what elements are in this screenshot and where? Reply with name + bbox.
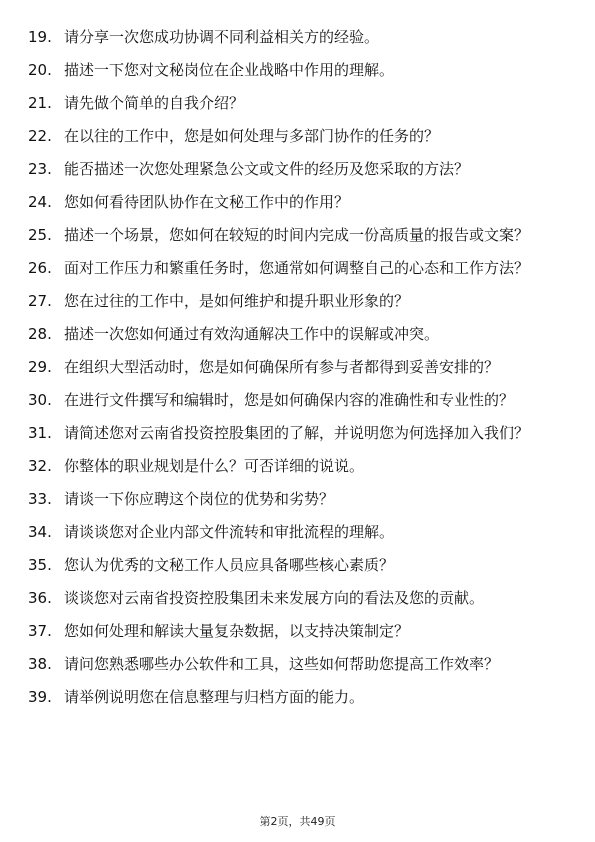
question-item	[0, 455, 595, 477]
question-text: 描述一个场景，您如何在较短的时间内完成一份高质量的报告或文案？	[64, 226, 530, 244]
question-text: 您在过往的工作中，是如何维护和提升职业形象的？	[64, 292, 410, 310]
question-text: 在以往的工作中，您是如何处理与多部门协作的任务的？	[64, 127, 440, 145]
question-number: 38.	[28, 655, 52, 673]
question-number: 35.	[28, 556, 52, 574]
question-text: 能否描述一次您处理紧急公文或文件的经历及您采取的方法？	[64, 160, 470, 178]
question-number: 33.	[28, 490, 52, 508]
question-text: 描述一下您对文秘岗位在企业战略中作用的理解。	[64, 61, 395, 79]
question-item	[0, 224, 595, 246]
question-text: 您认为优秀的文秘工作人员应具备哪些核心素质？	[64, 556, 395, 574]
question-text: 在组织大型活动时，您是如何确保所有参与者都得到妥善安排的？	[64, 358, 500, 376]
question-item	[0, 257, 595, 279]
question-number: 39.	[28, 688, 52, 706]
question-text: 请谈谈您对企业内部文件流转和审批流程的理解。	[64, 523, 395, 541]
question-text: 您如何看待团队协作在文秘工作中的作用？	[64, 193, 350, 211]
question-number: 28.	[28, 325, 52, 343]
question-item	[0, 422, 595, 444]
question-number: 34.	[28, 523, 52, 541]
page-footer	[0, 813, 595, 829]
question-item	[0, 488, 595, 510]
question-item	[0, 26, 595, 48]
question-list	[0, 26, 595, 719]
question-number: 20.	[28, 61, 52, 79]
question-number: 23.	[28, 160, 52, 178]
question-number: 25.	[28, 226, 52, 244]
question-number: 30.	[28, 391, 52, 409]
question-item	[0, 290, 595, 312]
question-number: 29.	[28, 358, 52, 376]
question-text: 请简述您对云南省投资控股集团的了解，并说明您为何选择加入我们？	[64, 424, 530, 442]
question-item	[0, 323, 595, 345]
question-text: 请先做个简单的自我介绍？	[64, 94, 245, 112]
question-text: 你整体的职业规划是什么？可否详细的说说。	[64, 457, 365, 475]
question-text: 谈谈您对云南省投资控股集团未来发展方向的看法及您的贡献。	[64, 589, 485, 607]
question-number: 26.	[28, 259, 52, 277]
question-item	[0, 554, 595, 576]
question-item	[0, 389, 595, 411]
question-number: 19.	[28, 28, 52, 46]
question-text: 请举例说明您在信息整理与归档方面的能力。	[64, 688, 365, 706]
question-number: 31.	[28, 424, 52, 442]
question-number: 32.	[28, 457, 52, 475]
question-item	[0, 587, 595, 609]
question-item	[0, 686, 595, 708]
question-item	[0, 653, 595, 675]
question-number: 36.	[28, 589, 52, 607]
question-item	[0, 356, 595, 378]
question-number: 27.	[28, 292, 52, 310]
question-text: 描述一次您如何通过有效沟通解决工作中的误解或冲突。	[64, 325, 440, 343]
page-number: 第2页，共49页	[259, 815, 336, 828]
question-text: 请问您熟悉哪些办公软件和工具，这些如何帮助您提高工作效率？	[64, 655, 500, 673]
question-number: 24.	[28, 193, 52, 211]
question-text: 您如何处理和解读大量复杂数据，以支持决策制定？	[64, 622, 410, 640]
question-number: 22.	[28, 127, 52, 145]
question-item	[0, 158, 595, 180]
question-item	[0, 620, 595, 642]
question-number: 37.	[28, 622, 52, 640]
question-item	[0, 191, 595, 213]
question-text: 请谈一下你应聘这个岗位的优势和劣势？	[64, 490, 335, 508]
question-item	[0, 59, 595, 81]
question-item	[0, 92, 595, 114]
question-text: 面对工作压力和繁重任务时，您通常如何调整自己的心态和工作方法？	[64, 259, 530, 277]
question-item	[0, 521, 595, 543]
question-number: 21.	[28, 94, 52, 112]
question-text: 在进行文件撰写和编辑时，您是如何确保内容的准确性和专业性的？	[64, 391, 515, 409]
question-item	[0, 125, 595, 147]
question-text: 请分享一次您成功协调不同利益相关方的经验。	[64, 28, 380, 46]
